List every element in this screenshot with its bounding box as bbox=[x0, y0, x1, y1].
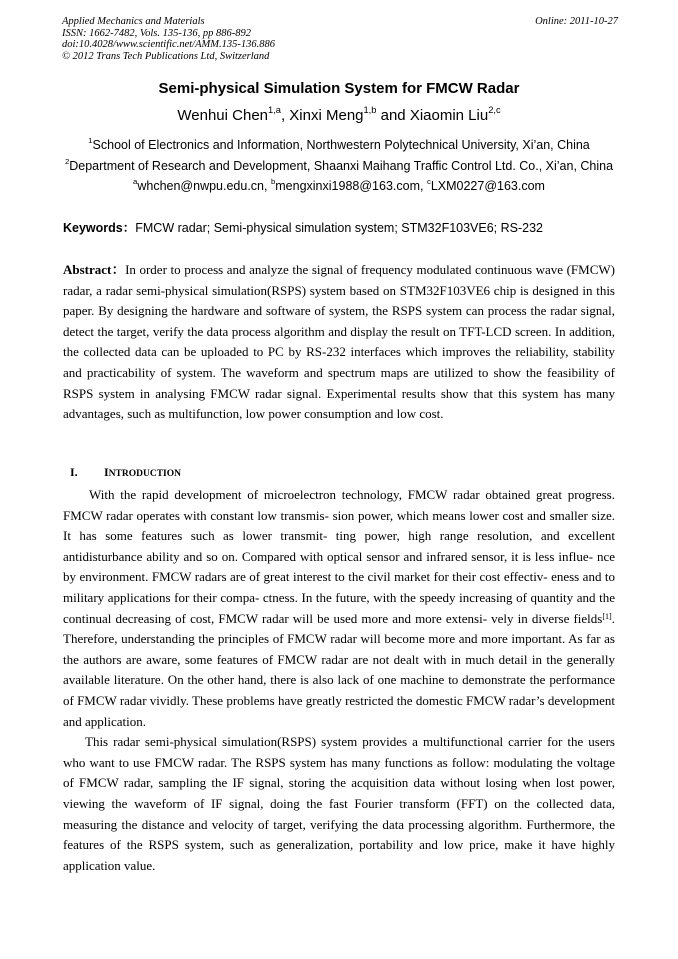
journal-name: Applied Mechanics and Materials bbox=[62, 16, 205, 27]
section-title: INTRODUCTION bbox=[104, 465, 181, 479]
intro-paragraph-1: With the rapid development of microelectron technology, FMCW radar obtained great progress. FMCW radar operates with constant low transmis- sion power, which means lower cost and smaller size. It has some features such as lower transmit- ting power, high range resolution, and excellent antidisturbance ability and so on. Compared with optical sensor and infrared sensor, it is less influe- nce by environment. FMCW radars are of great interest to the civil market for their cost effectiv- eness and to military applications for their compa- ctness. In the future, with the speedy increasing of quantity and the continual decreasing of cost, FMCW radar will be used more and more extensi- vely in diverse fields[1]. Therefore, understanding the principles of FMCW radar will become more and more important. As far as the authors are aware, some features of FMCW radar are not dealt with in much detail in the generally available literature. On the other hand, there is also lack of one machine to demonstrate the performance of FMCW radar vividly. These problems have greatly restricted the domestic FMCW radar’s development and application. bbox=[63, 487, 616, 729]
affiliation-1 bbox=[0, 138, 678, 152]
affiliation-2 bbox=[0, 159, 678, 173]
email-address: LXM0227@163.com bbox=[430, 179, 545, 193]
affiliation-sup: 2 bbox=[64, 157, 70, 167]
email-sup: b bbox=[270, 177, 276, 187]
keywords-line bbox=[63, 218, 543, 236]
author-name: Wenhui Chen bbox=[177, 107, 269, 124]
journal-header bbox=[62, 16, 618, 62]
email-line bbox=[0, 179, 678, 193]
paper-title: Semi-physical Simulation System for FMCW Radar bbox=[158, 80, 520, 97]
affiliation-text: Department of Research and Development, Shaanxi Maihang Traffic Control Ltd. Co., Xi’an, China bbox=[69, 159, 614, 173]
abstract-block bbox=[63, 260, 615, 425]
author-separator: , bbox=[280, 107, 290, 124]
author-separator: and bbox=[376, 107, 410, 124]
author-sup: 2,c bbox=[488, 104, 501, 115]
introduction-body bbox=[63, 485, 615, 876]
doi-line: doi:10.4028/www.scientific.net/AMM.135-136.886 bbox=[62, 39, 275, 51]
author-sup: 1,a bbox=[268, 104, 281, 115]
section-heading bbox=[70, 465, 181, 480]
abstract-label: Abstract： bbox=[63, 262, 126, 277]
affiliation-text: School of Electronics and Information, Northwestern Polytechnical University, Xi’an, China bbox=[92, 138, 590, 152]
author-list bbox=[0, 104, 678, 124]
keywords-label: Keywords： bbox=[63, 221, 136, 235]
online-date: Online: 2011-10-27 bbox=[535, 16, 618, 27]
abstract-text: In order to process and analyze the signal of frequency modulated continuous wave (FMCW) radar, a radar semi-physical simulation(RSPS) system based on STM32F103VE6 chip is designed in this paper. By designing the hardware and software of system, the RSPS system can process the radar signal, detect the target, verify the data process algorithm and display the result on TFT-LCD screen. In addition, the collected data can be uploaded to PC by RS-232 interfaces which improves the reliability, stability and practicability of system. The waveform and spectrum maps are utilized to show the feasibility of RSPS system in analysing FMCW radar signal. Experimental results show that this system has many advantages, such as multifunction, low power consumption and low cost. bbox=[63, 262, 615, 422]
copyright-line: © 2012 Trans Tech Publications Ltd, Switzerland bbox=[62, 50, 270, 62]
email-address: whchen@nwpu.edu.cn, bbox=[137, 179, 271, 193]
citation-ref: [1] bbox=[602, 611, 612, 621]
author-sup: 1,b bbox=[363, 104, 377, 115]
email-sup: a bbox=[133, 177, 138, 187]
affiliation-sup: 1 bbox=[88, 136, 93, 146]
email-address: mengxinxi1988@163.com, bbox=[275, 179, 427, 193]
author-name: Xiaomin Liu bbox=[409, 107, 489, 124]
author-name: Xinxi Meng bbox=[289, 107, 364, 124]
email-sup: c bbox=[426, 177, 431, 187]
keywords-text: FMCW radar; Semi-physical simulation system; STM32F103VE6; RS-232 bbox=[135, 221, 544, 235]
section-number: I. bbox=[70, 465, 78, 479]
issn-line: ISSN: 1662-7482, Vols. 135-136, pp 886-892 bbox=[62, 27, 251, 39]
intro-paragraph-2: This radar semi-physical simulation(RSPS) system provides a multifunctional carrier for the users who want to use FMCW radar. The RSPS system has many functions as follow: modulating the voltage of FMCW radar, sampling the IF signal, storing the acquisition data without losing when lost power, viewing the waveform of IF signal, doing the fast Fourier transform (FFT) on the collected data, measuring the distance and velocity of target, verifying the data processing algorithm. Furthermore, the features of the RSPS system, such as generalization, portability and low price, make it have highly application value. bbox=[63, 734, 615, 873]
